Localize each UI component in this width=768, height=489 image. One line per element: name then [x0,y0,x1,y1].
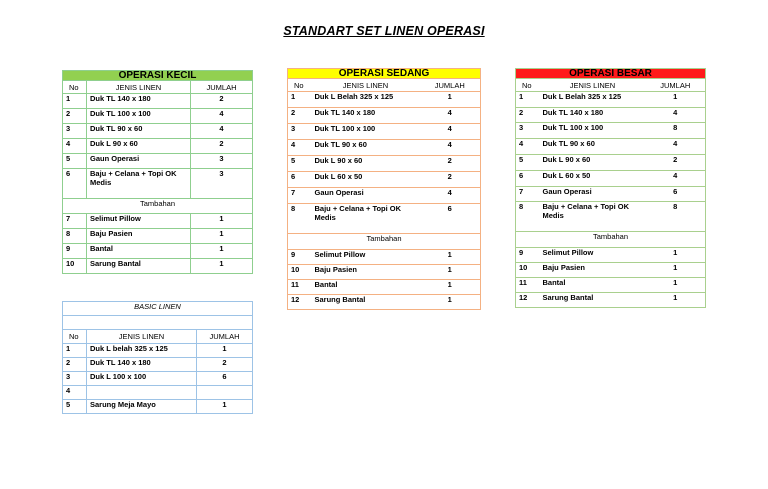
cell-no: 4 [63,139,87,154]
cell-jenis-linen: Gaun Operasi [312,188,420,204]
cell-jenis-linen: Duk TL 140 x 180 [540,108,646,123]
cell-jenis-linen: Duk L 100 x 100 [87,372,197,386]
cell-no: 8 [63,229,87,244]
cell-no: 1 [63,344,87,358]
cell-jumlah: 2 [420,172,481,188]
cell-no: 6 [63,169,87,199]
cell-no: 4 [63,386,87,400]
cell-jumlah: 6 [646,187,706,202]
cell-jumlah: 1 [420,280,481,295]
table-row [288,250,481,265]
cell-jumlah: 2 [420,156,481,172]
cell-jenis-linen: Duk L 90 x 60 [312,156,420,172]
section-label: Tambahan [516,232,706,248]
operasi-sedang-table [287,68,481,310]
cell-jenis-linen: Duk L 90 x 60 [540,155,646,171]
cell-no: 3 [63,372,87,386]
table-title: OPERASI BESAR [516,69,706,79]
blank-row [63,316,253,330]
cell-jumlah: 1 [646,293,706,308]
table-row [288,172,481,188]
cell-jenis-linen: Duk TL 100 x 100 [312,124,420,140]
cell-jumlah: 4 [420,188,481,204]
cell-jenis-linen: Baju Pasien [312,265,420,280]
cell-jenis-linen: Baju Pasien [87,229,191,244]
cell-jenis-linen: Sarung Meja Mayo [87,400,197,414]
cell-jenis-linen [87,386,197,400]
table-row [63,229,253,244]
table-row [63,259,253,274]
cell-no: 1 [288,92,312,108]
cell-no: 7 [516,187,540,202]
cell-no: 7 [63,214,87,229]
table-row [516,108,706,123]
table-row [288,92,481,108]
cell-jumlah: 2 [191,139,253,154]
table-row [516,293,706,308]
col-header-jenis: JENIS LINEN [87,81,191,94]
cell-jenis-linen: Duk L 90 x 60 [87,139,191,154]
cell-no: 11 [288,280,312,295]
cell-jenis-linen: Duk L Belah 325 x 125 [312,92,420,108]
cell-no: 8 [516,202,540,232]
cell-no: 3 [288,124,312,140]
table-row [516,123,706,139]
cell-jenis-linen: Bantal [312,280,420,295]
table-row [516,155,706,171]
cell-jumlah: 1 [646,278,706,293]
cell-no: 2 [63,358,87,372]
table-row [288,108,481,124]
table-row [516,187,706,202]
cell-jenis-linen: Selimut Pillow [312,250,420,265]
cell-jumlah: 4 [420,108,481,124]
table-row [63,358,253,372]
section-label: Tambahan [288,234,481,250]
cell-jumlah: 1 [191,244,253,259]
cell-jenis-linen: Baju Pasien [540,263,646,278]
cell-jenis-linen: Selimut Pillow [87,214,191,229]
basic-linen-table [62,301,253,414]
cell-jumlah: 4 [191,124,253,139]
cell-no: 5 [63,154,87,169]
cell-no: 2 [516,108,540,123]
table-row [288,265,481,280]
cell-jenis-linen: Duk TL 90 x 60 [540,139,646,155]
operasi-kecil-table [62,70,253,274]
cell-jenis-linen: Duk L 60 x 50 [312,172,420,188]
table-row [288,280,481,295]
table-row [516,263,706,278]
table-row [288,295,481,310]
table-row [516,278,706,293]
cell-jenis-linen: Sarung Bantal [312,295,420,310]
table-row [63,244,253,259]
cell-jenis-linen: Bantal [87,244,191,259]
page-title: STANDART SET LINEN OPERASI [283,24,485,38]
table-row [63,386,253,400]
table-row [63,139,253,154]
cell-jumlah: 1 [420,250,481,265]
cell-jenis-linen: Baju + Celana + Topi OK Medis [87,169,191,199]
cell-jumlah: 1 [191,229,253,244]
cell-no: 7 [288,188,312,204]
cell-jenis-linen: Duk TL 140 x 180 [312,108,420,124]
cell-jumlah: 3 [191,154,253,169]
cell-no: 5 [288,156,312,172]
cell-jenis-linen: Duk TL 100 x 100 [540,123,646,139]
table-row [288,140,481,156]
table-row [516,92,706,108]
table-row [63,94,253,109]
cell-jenis-linen: Selimut Pillow [540,248,646,263]
cell-jenis-linen: Duk TL 90 x 60 [312,140,420,156]
cell-jumlah: 4 [191,109,253,124]
col-header-no: No [63,330,87,344]
cell-jumlah: 1 [197,344,253,358]
cell-jumlah: 1 [420,295,481,310]
cell-no: 4 [516,139,540,155]
cell-no: 8 [288,204,312,234]
cell-jumlah: 3 [191,169,253,199]
cell-jumlah: 1 [191,214,253,229]
table-row [288,156,481,172]
cell-no: 6 [516,171,540,187]
cell-no: 12 [288,295,312,310]
cell-jenis-linen: Bantal [540,278,646,293]
cell-jumlah: 2 [197,358,253,372]
col-header-jumlah: JUMLAH [420,79,481,92]
col-header-jenis: JENIS LINEN [312,79,420,92]
col-header-no: No [288,79,312,92]
table-row [63,169,253,199]
cell-no: 12 [516,293,540,308]
cell-jenis-linen: Duk L belah 325 x 125 [87,344,197,358]
table-row [288,204,481,234]
cell-no: 3 [516,123,540,139]
table-title: OPERASI KECIL [63,71,253,81]
cell-jumlah: 1 [197,400,253,414]
col-header-jumlah: JUMLAH [646,79,706,92]
cell-jumlah [197,386,253,400]
cell-no: 1 [63,94,87,109]
table-row [63,109,253,124]
cell-jumlah: 2 [646,155,706,171]
cell-jenis-linen: Gaun Operasi [87,154,191,169]
cell-jumlah: 1 [646,248,706,263]
cell-jumlah: 6 [197,372,253,386]
col-header-jumlah: JUMLAH [197,330,253,344]
cell-no: 10 [63,259,87,274]
cell-jenis-linen: Baju + Celana + Topi OK Medis [312,204,420,234]
cell-jenis-linen: Gaun Operasi [540,187,646,202]
cell-jumlah: 4 [646,108,706,123]
cell-jumlah: 1 [646,92,706,108]
col-header-no: No [516,79,540,92]
table-row [288,124,481,140]
operasi-besar-table [515,68,706,308]
table-row [63,214,253,229]
cell-jenis-linen: Duk L Belah 325 x 125 [540,92,646,108]
col-header-jenis: JENIS LINEN [540,79,646,92]
cell-jumlah: 4 [646,171,706,187]
table-row [516,139,706,155]
section-label: Tambahan [63,199,253,214]
cell-jenis-linen: Duk L 60 x 50 [540,171,646,187]
table-title: BASIC LINEN [63,302,253,316]
cell-no: 4 [288,140,312,156]
col-header-jenis: JENIS LINEN [87,330,197,344]
cell-jenis-linen: Duk TL 100 x 100 [87,109,191,124]
cell-no: 9 [288,250,312,265]
table-row [63,124,253,139]
cell-jenis-linen: Sarung Bantal [87,259,191,274]
table-row [63,344,253,358]
table-row [288,188,481,204]
table-row [63,154,253,169]
cell-no: 9 [516,248,540,263]
cell-no: 9 [63,244,87,259]
cell-no: 1 [516,92,540,108]
cell-jenis-linen: Duk TL 140 x 180 [87,358,197,372]
table-row [516,171,706,187]
table-row [516,202,706,232]
cell-jumlah: 1 [646,263,706,278]
cell-jumlah: 4 [420,140,481,156]
cell-no: 5 [63,400,87,414]
cell-jumlah: 4 [420,124,481,140]
cell-jumlah: 1 [191,259,253,274]
table-row [516,248,706,263]
cell-jumlah: 1 [420,92,481,108]
cell-jumlah: 8 [646,123,706,139]
cell-jumlah: 8 [646,202,706,232]
cell-no: 5 [516,155,540,171]
table-row [63,400,253,414]
col-header-jumlah: JUMLAH [191,81,253,94]
cell-jumlah: 6 [420,204,481,234]
cell-no: 10 [288,265,312,280]
cell-no: 2 [63,109,87,124]
cell-jenis-linen: Duk TL 140 x 180 [87,94,191,109]
cell-no: 10 [516,263,540,278]
table-title: OPERASI SEDANG [288,69,481,79]
table-row [63,372,253,386]
col-header-no: No [63,81,87,94]
cell-no: 6 [288,172,312,188]
cell-no: 11 [516,278,540,293]
cell-jumlah: 1 [420,265,481,280]
cell-jumlah: 2 [191,94,253,109]
cell-no: 2 [288,108,312,124]
cell-no: 3 [63,124,87,139]
cell-jenis-linen: Baju + Celana + Topi OK Medis [540,202,646,232]
cell-jenis-linen: Sarung Bantal [540,293,646,308]
cell-jenis-linen: Duk TL 90 x 60 [87,124,191,139]
cell-jumlah: 4 [646,139,706,155]
